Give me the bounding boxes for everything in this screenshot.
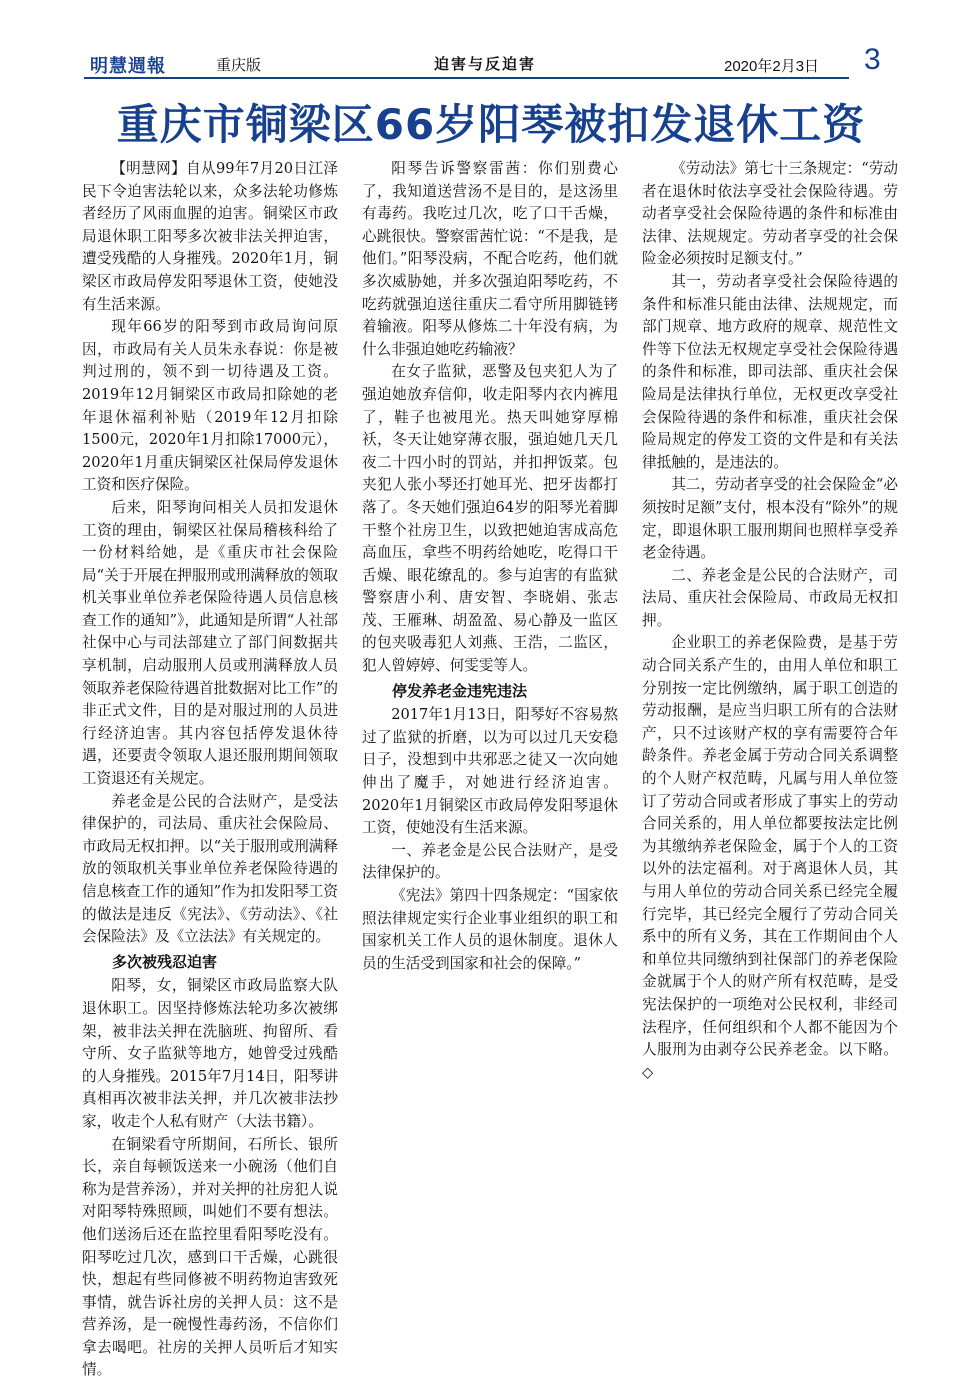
article-paragraph: 在女子监狱，恶警及包夹犯人为了强迫她放弃信仰，收走阳琴内衣内裤甩了，鞋子也被甩光。热天叫她穿厚棉袄，冬天让她穿薄衣服，强迫她几天几夜二十四小时的罚站，并扣押饭菜。包夹犯人张小琴还打她耳光、把牙齿都打落了。冬天她们强迫64岁的阳琴光着脚干整个社房卫生，以致把她迫害成高危高血压，拿些不明药给她吃，吃得口干舌燥、眼花缭乱的。参与迫害的有监狱警察唐小利、唐安智、李晓娟、张志茂、王雁琳、胡盈盈、易心静及一监区的包夹吸毒犯人刘燕、王浩，二监区，犯人曾婷婷、何雯雯等人。 [362, 363, 618, 675]
article-paragraph: 养老金是公民的合法财产，是受法律保护的，司法局、重庆社会保险局、市政局无权扣押。以“关于服刑或刑满释放的领取机关事业单位养老保险待遇的信息核查工作的通知”作为扣发阳琴工资的做法是违反《宪法》、《劳动法》、《社会保险法》及《立法法》有关规定的。 [82, 792, 338, 946]
article-paragraph: 《劳动法》第七十三条规定：“劳动者在退休时依法享受社会保险待遇。劳动者享受社会保险待遇的条件和标准由法律、法规规定。劳动者享受的社会保险金必须按时足额支付。” [642, 160, 898, 268]
article-paragraph: 后来，阳琴询问相关人员扣发退休工资的理由，铜梁区社保局稽核科给了一份材料给她，是《重庆市社会保险局“关于开展在押服刑或刑满释放的领取机关事业单位养老保险待遇人员信息核查工作的通知”》，此通知是所谓“人社部社保中心与司法部建立了部门间数据共享机制，启动服刑人员或刑满释放人员领取养老保险待遇首批数据对比工作”的非正式文件，目的是对服过刑的人员进行经济迫害。其内容包括停发退休待遇，还要责令领取人退还服刑期间领取工资退还有关规定。 [82, 498, 338, 788]
article-column-3 [642, 158, 898, 1084]
article-paragraph: 在铜梁看守所期间，石所长、银所长，亲自每顿饭送来一小碗汤（他们自称为是营养汤），并对关押的社房犯人说对阳琴特殊照顾，叫她们不要有想法。他们送汤后还在监控里看阳琴吃没有。阳琴吃过几次，感到口干舌燥，心跳很快，想起有些同修被不明药物迫害致死事情，就告诉社房的关押人员：这不是营养汤，是一碗慢性毒药汤，不信你们拿去喝吧。社房的关押人员听后才知实情。 [82, 1135, 338, 1379]
masthead [84, 43, 898, 80]
article-paragraph: 企业职工的养老保险费，是基于劳动合同关系产生的，由用人单位和职工分别按一定比例缴纳，属于职工创造的劳动报酬，是应当归职工所有的合法财产，只不过该财产权的享有需要符合年龄条件。养老金属于劳动合同关系调整的个人财产权范畴，凡属与用人单位签订了劳动合同或者形成了事实上的劳动合同关系的，用人单位都要按法定比例为其缴纳养老保险金，属于个人的工资以外的法定福利。对于离退休人员，其与用人单位的劳动合同关系已经完全履行完毕，其已经完全履行了劳动合同关系中的所有义务，其在工作期间由个人和单位共同缴纳到社保部门的养老保险金就属于个人的财产所有权范畴，是受宪法保护的一项绝对公民权利，非经司法程序，任何组织和个人都不能因为个人服刑为由剥夺公民养老金。以下略。◇ [642, 634, 898, 1081]
article-paragraph: 其一，劳动者享受社会保险待遇的条件和标准只能由法律、法规规定，而部门规章、地方政府的规章、规范性文件等下位法无权规定享受社会保险待遇的条件和标准，即司法部、重庆社会保险局是法律执行单位，无权更改享受社会保险待遇的条件和标准，重庆社会保险局规定的停发工资的文件是和有关法律抵触的，是违法的。 [642, 272, 898, 471]
article-paragraph: 阳琴，女，铜梁区市政局监察大队退休职工。因坚持修炼法轮功多次被绑架，被非法关押在洗脑班、拘留所、看守所、女子监狱等地方，她曾受过残酷的人身摧残。2015年7月14日，阳琴讲真相再次被非法关押，并几次被非法抄家，收走个人私有财产（大法书籍）。 [82, 977, 338, 1130]
newspaper-logo: 明慧週報 [90, 56, 166, 77]
section-heading: 多次被残忍迫害 [112, 952, 218, 971]
article-paragraph: 二、养老金是公民的合法财产，司法局、重庆社会保险局、市政局无权扣押。 [642, 566, 898, 629]
column-title: 迫害与反迫害 [434, 55, 537, 73]
edition-label: 重庆版 [216, 56, 262, 74]
article-paragraph: 《宪法》第四十四条规定：“国家依照法律规定实行企业事业组织的职工和国家机关工作人员的退休制度。退休人员的生活受到国家和社会的保障。” [362, 887, 618, 972]
section-heading: 停发养老金违宪违法 [392, 681, 528, 700]
article-paragraph: 【明慧网】自从99年7月20日江泽民下令迫害法轮以来，众多法轮功修炼者经历了风雨血腥的迫害。铜梁区市政局退休职工阳琴多次被非法关押迫害，遭受残酷的人身摧残。2020年1月，铜梁区市政局停发阳琴退休工资，使她没有生活来源。 [82, 160, 338, 313]
page-number: 3 [864, 43, 881, 76]
issue-date: 2020年2月3日 [724, 58, 820, 75]
masthead-rule [84, 77, 849, 79]
article-paragraph: 现年66岁的阳琴到市政局询问原因，市政局有关人员朱永春说：你是被判过刑的，领不到一切待遇及工资。2019年12月铜梁区市政局扣除她的老年退休福利补贴（2019年12月扣除1500元，2020年1月扣除17000元），2020年1月重庆铜梁区社保局停发退休工资和医疗保险。 [82, 318, 338, 494]
article-paragraph: 阳琴告诉警察雷茜：你们别费心了，我知道送营汤不是目的，是这汤里有毒药。我吃过几次，吃了口干舌燥，心跳很快。警察雷茜忙说：“不是我，是他们。”阳琴没病，不配合吃药，他们就多次威胁她，并多次强迫阳琴吃药，不吃药就强迫送往重庆二看守所用脚链铐着输液。阳琴从修炼二十年没有病，为什么非强迫她吃药输液？ [362, 160, 618, 358]
article-column-1 [82, 158, 338, 1382]
article-paragraph: 2017年1月13日，阳琴好不容易熬过了监狱的折磨，以为可以过几天安稳日子，没想到中共邪恶之徒又一次向她伸出了魔手，对她进行经济迫害。2020年1月铜梁区市政局停发阳琴退休工资，使她没有生活来源。 [362, 706, 618, 837]
article-paragraph: 其二，劳动者享受的社会保险金“必须按时足额”支付，根本没有“除外”的规定，即退休职工服刑期间也照样享受养老金待遇。 [642, 476, 898, 562]
article-column-2 [362, 158, 618, 975]
article-paragraph: 一、养老金是公民合法财产，是受法律保护的。 [362, 841, 618, 882]
article-headline: 重庆市铜梁区66岁阳琴被扣发退休工资 [116, 100, 866, 149]
